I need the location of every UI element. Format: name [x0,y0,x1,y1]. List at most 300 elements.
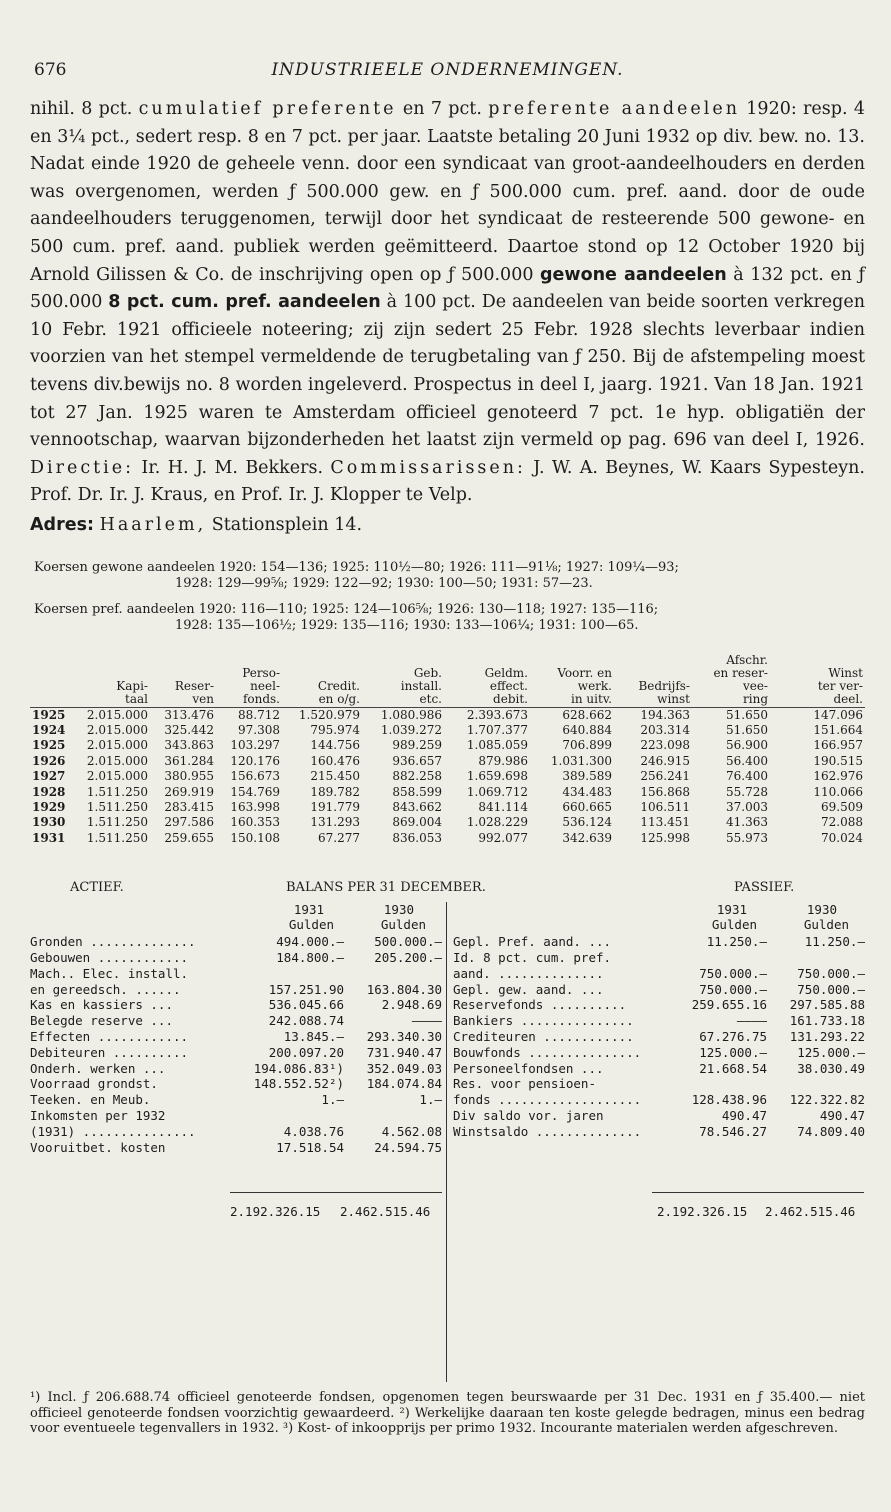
table-row [30,785,865,800]
year-cell: 1924 [32,722,66,737]
financial-history-table [30,654,865,847]
value-cell: 343.863 [164,738,214,753]
balance-value: 194.086.83¹) [253,1060,344,1076]
balance-row [447,1061,867,1077]
balance-row [30,934,444,950]
value-cell: 76.400 [726,769,768,784]
column-header: en reser- [713,665,768,680]
value-cell: 1.031.300 [550,753,612,768]
value-cell: 191.779 [310,799,360,814]
balance-value: 242.088.74 [268,1013,344,1029]
description-paragraph [30,96,865,510]
value-cell: 434.483 [562,784,612,799]
balance-value: 2.948.69 [381,997,442,1013]
value-cell: 97.308 [238,722,280,737]
balance-label: Id. 8 pct. cum. pref. [453,949,612,965]
balance-value: 4.562.08 [381,1123,442,1139]
value-cell: 1.511.250 [86,830,148,845]
value-cell: 313.476 [164,707,214,722]
value-cell: 162.976 [813,769,863,784]
value-cell: 989.259 [392,738,442,753]
balance-label: Kas en kassiers ... [30,997,173,1013]
balance-label: aand. .............. [453,965,604,981]
balance-label: en gereedsch. ...... [30,981,181,997]
value-cell: 536.124 [562,815,612,830]
address-city: Haarlem, [99,514,207,535]
value-cell: 1.659.698 [466,769,528,784]
balance-value: 13.845.— [283,1028,344,1044]
balance-value: 125.000.— [699,1044,767,1060]
balance-value: 125.000.— [797,1044,865,1060]
passief-title: PASSIEF. [734,880,795,896]
address-line [30,512,865,540]
value-cell: 389.589 [562,769,612,784]
balance-label: Bankiers ............... [453,1013,634,1029]
value-cell: 55.728 [726,784,768,799]
bold-term: 8 pct. cum. pref. aandeelen [108,292,381,313]
text-run: Ir. H. J. M. Bekkers. [134,457,331,478]
column-header: fonds. [216,693,282,708]
passief-col-header [447,902,867,934]
value-cell: 992.077 [478,830,528,845]
balance-row [447,1092,867,1108]
balance-row [447,934,867,950]
balance-row [30,997,444,1013]
value-cell: 194.363 [640,707,690,722]
balance-value: 11.250.— [706,934,767,950]
actief-col-header [30,902,444,934]
value-cell: 147.096 [813,707,863,722]
balance-value: 205.200.— [374,949,442,965]
value-cell: 150.108 [230,830,280,845]
balance-label: Effecten ............ [30,1028,189,1044]
balance-row [30,1013,444,1029]
balance-value: 536.045.66 [268,997,344,1013]
year-cell: 1929 [32,799,66,814]
value-cell: 2.015.000 [86,738,148,753]
balance-value: 161.733.18 [789,1013,865,1029]
value-cell: 160.476 [310,753,360,768]
text-run: nihil. 8 pct. [30,99,139,119]
balance-row [447,997,867,1013]
balance-row [447,982,867,998]
column-header: ven [150,693,216,708]
value-cell: 2.393.673 [466,707,528,722]
value-cell: 297.586 [164,815,214,830]
column-header [614,654,692,667]
value-cell: 156.868 [640,784,690,799]
column-header [150,667,216,680]
balance-value: 297.585.88 [789,997,865,1013]
text-run: à 100 pct. De aandeelen van beide soorten verkregen 10 Febr. 1921 officieele noteering; zij zijn sedert 25 Febr. 1928 slechts leverbaar indien voorzien van het stempel vermeldende de terugbetaling van ƒ 250. Bij de afstempeling moest tevens div.bewijs no. 8 worden ingeleverd. Prospectus in deel I, jaarg. 1921. Van 18 Jan. 1921 tot 27 Jan. 1925 waren te Amsterdam officieel genoteerd 7 pct. 1e hyp. obligatiën der vennootschap, waarvan bijzonderheden het laatst zijn vermeld op pag. 696 van deel I, 1926. [30,292,865,451]
value-cell: 380.955 [164,769,214,784]
balance-label: Teeken. en Meub. [30,1092,151,1108]
value-cell: 841.114 [478,799,528,814]
value-cell: 342.639 [562,830,612,845]
value-cell: 843.662 [392,799,442,814]
value-cell: 72.088 [821,815,863,830]
column-header: Afschr. [726,652,768,667]
column-header: effect. [489,678,528,693]
column-header: en o/g. [282,693,362,708]
balance-value: 1.— [321,1092,344,1108]
value-cell: 223.098 [640,738,690,753]
column-header: Bedrijfs- [638,678,690,693]
value-cell: 113.451 [640,815,690,830]
balance-value: 17.518.54 [276,1139,344,1155]
value-cell: 151.664 [813,722,863,737]
balance-label: Res. voor pensioen- [453,1076,596,1092]
balance-label: Belegde reserve ... [30,1013,173,1029]
total-1930: 2.462.515.46 [340,1204,431,1220]
text-run: 1920: resp. 4 en 3¼ pct., sedert resp. 8 en 7 pct. per jaar. Laatste betaling 20 Juni 1932 op div. bew. no. 13. Nadat einde 1920 de geheele venn. door een syndicaat van groot-aandeelhouders en derden was overgenomen, werden ƒ 500.000 gew. en ƒ 500.000 cum. pref. aand. door de oude aandeelhouders teruggenomen, terwijl door het syndicaat de resteerende 500 gewone- en 500 cum. pref. aand. publiek werden geëmitteerd. Daartoe stond op 12 October 1920 bij Arnold Gilissen & Co. de inschrijving open op ƒ 500.000 [30,99,865,285]
column-header [216,654,282,667]
balance-value: 750.000.— [797,965,865,981]
value-cell: 2.015.000 [86,753,148,768]
value-cell: 110.066 [813,784,863,799]
total-1931: 2.192.326.15 [657,1204,748,1220]
value-cell: 869.004 [392,815,442,830]
address-street: Stationsplein 14. [206,514,363,535]
bold-term: gewone aandeelen [540,264,727,285]
value-cell: 1.069.712 [466,784,528,799]
column-header [68,667,150,680]
balance-value: 293.340.30 [366,1028,442,1044]
value-cell: 836.053 [392,830,442,845]
column-header: ter ver- [817,678,863,693]
value-cell: 215.450 [310,769,360,784]
total-rule [230,1192,442,1193]
balance-value: 352.049.03 [366,1060,442,1076]
balance-value: 21.668.54 [699,1060,767,1076]
footnote-text: ¹) Incl. ƒ 206.688.74 officieel genoteerde fondsen, opgenomen tegen beurswaarde per 31 Dec. 1931 en ƒ 35.400.— niet officieel genoteerde fondsen voorzichtig gewaardeerd. ²) Werkelijke daaraan ten koste gelegde bedragen, minus een bedrag voor eventueele tegenvallers in 1932. ³) Kost- of inkoopprijs per primo 1932. Incourante materialen werden afgeschreven. [30,1390,865,1437]
column-header: Voorr. en [557,665,612,680]
value-cell: 325.442 [164,722,214,737]
balance-value: 38.030.49 [797,1060,865,1076]
value-cell: 125.998 [640,830,690,845]
actief-title: ACTIEF. [70,880,124,896]
balance-value: ———— [411,1013,442,1029]
balance-label: fonds ................... [453,1092,642,1108]
table-row [30,769,865,784]
balance-value: 157.251.90 [268,981,344,997]
value-cell: 163.998 [230,799,280,814]
unit-label: Gulden [288,917,334,933]
value-cell: 37.003 [726,799,768,814]
year-cell: 1931 [32,830,66,845]
spaced-term: cumulatief preferente [138,99,397,119]
price-line: Koersen pref. aandeelen 1920: 116—110; 1925: 124—106⅝; 1926: 130—118; 1927: 135—116; [34,601,659,617]
balance-label: Onderh. werken ... [30,1060,166,1076]
balance-value: 259.655.16 [691,997,767,1013]
balance-title: BALANS PER 31 DECEMBER. [286,880,486,896]
price-line: 1928: 135—106½; 1929: 135—116; 1930: 133—106¼; 1931: 100—65. [175,617,639,633]
balance-value: 200.097.20 [268,1044,344,1060]
value-cell: 1.028.229 [466,815,528,830]
unit-label: Gulden [803,917,849,933]
year-label: 1931 [716,902,747,918]
column-header: Kapi- [116,678,148,693]
value-cell: 882.258 [392,769,442,784]
year-label: 1931 [293,902,324,918]
balance-label: Bouwfonds ............... [453,1044,642,1060]
text-run: en 7 pct. [396,99,489,119]
balance-label: Vooruitbet. kosten [30,1139,166,1155]
value-cell: 1.511.250 [86,784,148,799]
header-cell-empty [30,654,68,667]
balance-label: Reservefonds .......... [453,997,627,1013]
balance-value: 750.000.— [797,981,865,997]
balance-value: 74.809.40 [797,1123,865,1139]
column-header [282,654,362,667]
value-cell: 156.673 [230,769,280,784]
year-label: 1930 [806,902,837,918]
total-1931: 2.192.326.15 [230,1204,321,1220]
table-row [30,754,865,769]
column-header [68,654,150,667]
value-cell: 190.515 [813,753,863,768]
price-line: 1928: 129—99⅝; 1929: 122—92; 1930: 100—50; 1931: 57—23. [175,575,593,591]
value-cell: 1.511.250 [86,799,148,814]
header-cell-empty [30,680,68,693]
balance-value: 148.552.52²) [253,1076,344,1092]
value-cell: 259.655 [164,830,214,845]
value-cell: 103.297 [230,738,280,753]
value-cell: 88.712 [238,707,280,722]
balance-value: 128.438.96 [691,1092,767,1108]
value-cell: 106.511 [640,799,690,814]
spaced-term: preferente aandeelen [488,99,740,119]
table-row [30,723,865,738]
year-cell: 1930 [32,815,66,830]
value-cell: 1.511.250 [86,815,148,830]
value-cell: 269.919 [164,784,214,799]
balance-label: Gronden .............. [30,934,196,950]
balance-row [30,1092,444,1108]
value-cell: 131.293 [310,815,360,830]
value-cell: 56.900 [726,738,768,753]
document-page [30,50,865,1440]
value-cell: 160.353 [230,815,280,830]
share-prices-preferred [30,602,865,634]
price-line: Koersen gewone aandeelen 1920: 154—136; 1925: 110½—80; 1926: 111—91⅛; 1927: 109¼—93; [34,559,679,575]
balance-row [447,1045,867,1061]
balance-value: 500.000.— [374,934,442,950]
value-cell: 55.973 [726,830,768,845]
balance-value: 731.940.47 [366,1044,442,1060]
table-row [30,831,865,846]
balance-label: Gepl. gew. aand. ... [453,981,604,997]
column-header [444,654,530,667]
column-header [530,654,614,667]
balance-row [447,1124,867,1140]
value-cell: 41.363 [726,815,768,830]
balance-value: 24.594.75 [374,1139,442,1155]
balance-label: Inkomsten per 1932 [30,1107,166,1123]
address-label: Adres: [30,514,94,535]
balance-value: 11.250.— [804,934,865,950]
year-cell: 1925 [32,738,66,753]
value-cell: 879.986 [478,753,528,768]
column-header: Winst [828,665,863,680]
column-header: etc. [362,693,444,708]
total-1930: 2.462.515.46 [765,1204,856,1220]
total-rule [652,1192,864,1193]
value-cell: 2.015.000 [86,722,148,737]
column-header: Geb. [413,665,442,680]
year-cell: 1925 [32,707,66,722]
value-cell: 189.782 [310,784,360,799]
column-header: deel. [770,693,865,708]
column-header: Credit. [317,678,360,693]
balance-value: 750.000.— [699,981,767,997]
column-header: vee- [742,678,768,693]
value-cell: 246.915 [640,753,690,768]
footnotes [30,1390,865,1437]
balance-value: 1.— [419,1092,442,1108]
column-header [150,654,216,667]
column-header: taal [68,693,150,708]
table-row [30,738,865,753]
value-cell: 2.015.000 [86,769,148,784]
value-cell: 69.509 [821,799,863,814]
balance-label: Crediteuren ............ [453,1028,634,1044]
year-cell: 1927 [32,769,66,784]
balance-row [447,950,867,966]
value-cell: 1.080.986 [380,707,442,722]
year-cell: 1926 [32,753,66,768]
value-cell: 51.650 [726,707,768,722]
year-label: 1930 [383,902,414,918]
balance-row [30,1124,444,1140]
header-cell-empty [30,667,68,680]
balance-row [30,1061,444,1077]
balance-value: 122.322.82 [789,1092,865,1108]
value-cell: 1.085.059 [466,738,528,753]
value-cell: 660.665 [562,799,612,814]
column-header: neel- [250,678,280,693]
table-row [30,707,865,723]
balance-value: 184.800.— [276,949,344,965]
value-cell: 203.314 [640,722,690,737]
balance-row [30,1108,444,1124]
value-cell: 795.974 [310,722,360,737]
value-cell: 144.756 [310,738,360,753]
company-description [30,96,865,540]
unit-label: Gulden [711,917,757,933]
balance-value: 490.47 [819,1107,865,1123]
spaced-term: Directie: [30,457,135,478]
value-cell: 1.707.377 [466,722,528,737]
value-cell: 283.415 [164,799,214,814]
balance-row [30,950,444,966]
balance-value: 67.276.75 [699,1028,767,1044]
balance-value: 131.293.22 [789,1028,865,1044]
balance-label: Voorraad grondst. [30,1076,158,1092]
value-cell: 628.662 [562,707,612,722]
balance-row [30,1045,444,1061]
header-cell-empty [30,693,68,708]
value-cell: 1.520.979 [298,707,360,722]
balance-row [447,1108,867,1124]
value-cell: 361.284 [164,753,214,768]
value-cell: 51.650 [726,722,768,737]
column-header [362,654,444,667]
balance-label: Debiteuren .......... [30,1044,189,1060]
balance-value: 78.546.27 [699,1123,767,1139]
balance-value: ———— [736,1013,767,1029]
value-cell: 936.657 [392,753,442,768]
balance-sheet [30,880,865,1440]
balance-value: 490.47 [721,1107,767,1123]
value-cell: 166.957 [813,738,863,753]
spaced-term: Commissarissen: [330,457,526,478]
balance-row [447,1076,867,1092]
balance-row [30,1029,444,1045]
balance-value: 4.038.76 [283,1123,344,1139]
balance-row [447,1013,867,1029]
table-row [30,815,865,830]
balance-row [447,1029,867,1045]
value-cell: 2.015.000 [86,707,148,722]
balance-value: 494.000.— [276,934,344,950]
share-prices-common [30,560,865,592]
balance-row [30,966,444,982]
column-header [770,654,865,667]
balance-value: 184.074.84 [366,1076,442,1092]
text-run: à 132 pct. en ƒ 500.000 [30,264,865,313]
value-cell: 56.400 [726,753,768,768]
balance-label: Gebouwen ............ [30,949,189,965]
column-header: debit. [444,693,530,708]
unit-label: Gulden [380,917,426,933]
value-cell: 154.769 [230,784,280,799]
value-cell: 706.899 [562,738,612,753]
balance-row [447,966,867,982]
column-header: install. [400,678,442,693]
column-header [282,667,362,680]
balance-value: 750.000.— [699,965,767,981]
running-title: INDUSTRIEELE ONDERNEMINGEN. [271,60,624,80]
column-header: Geldm. [484,665,528,680]
balance-label: Mach.. Elec. install. [30,965,189,981]
balance-row [30,1076,444,1092]
balance-label: Personeelfondsen ... [453,1060,604,1076]
value-cell: 858.599 [392,784,442,799]
value-cell: 640.884 [562,722,612,737]
balance-value: 163.804.30 [366,981,442,997]
column-header: winst [614,693,692,708]
text-run: J. W. A. Beynes, W. Kaars Sypesteyn. Prof. Dr. Ir. J. Kraus, en Prof. Ir. J. Klopper te Velp. [30,457,865,506]
passief-column [446,902,867,1382]
balance-label: Winstsaldo .............. [453,1123,642,1139]
balance-row [30,1140,444,1156]
value-cell: 70.024 [821,830,863,845]
balance-label: (1931) ............... [30,1123,196,1139]
actief-column [30,902,444,1220]
value-cell: 67.277 [318,830,360,845]
page-header [30,50,865,84]
value-cell: 120.176 [230,753,280,768]
column-header: Reser- [174,678,214,693]
column-header: Perso- [242,665,280,680]
column-header: ring [692,693,770,708]
column-header: in uitv. [530,693,614,708]
balance-label: Div saldo vor. jaren [453,1107,604,1123]
balance-row [30,982,444,998]
column-header: werk. [577,678,612,693]
column-header [614,667,692,680]
